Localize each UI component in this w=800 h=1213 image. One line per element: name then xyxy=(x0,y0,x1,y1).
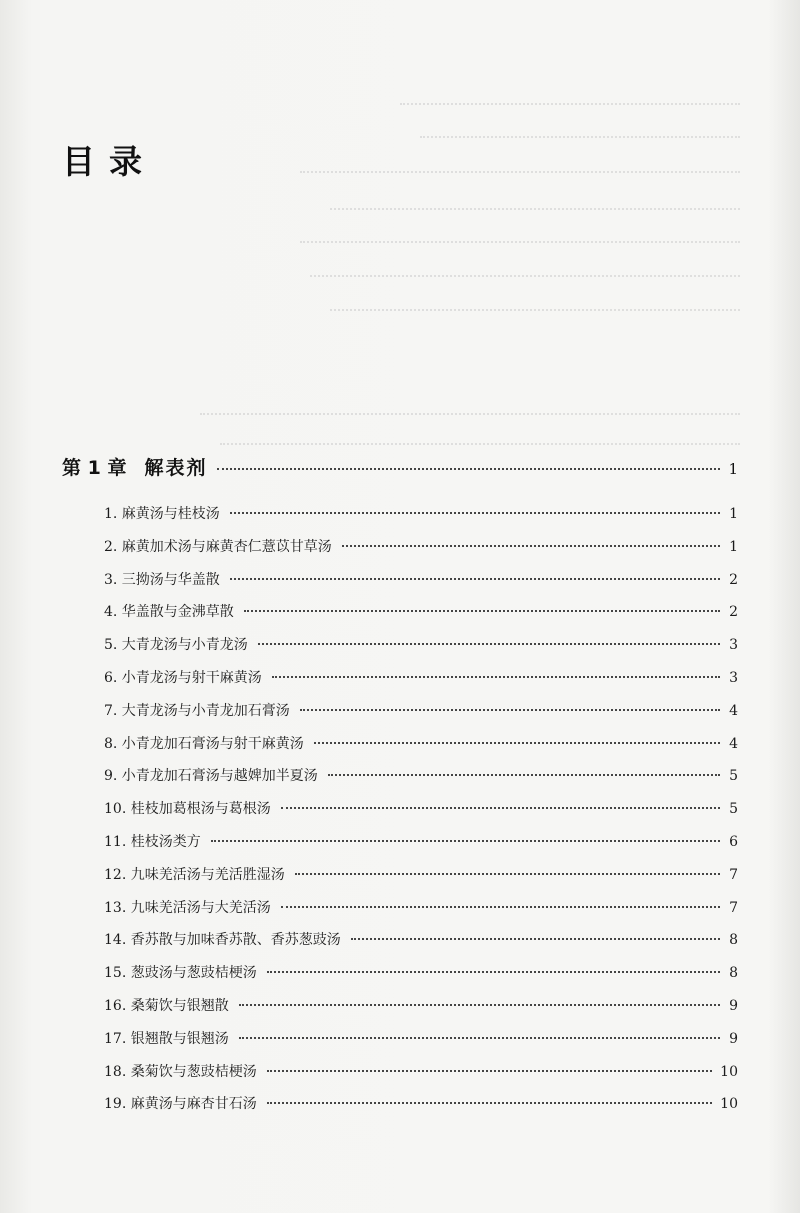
toc-entry-page: 7 xyxy=(729,899,738,916)
dot-leader xyxy=(300,709,720,711)
toc-entry[interactable] xyxy=(104,601,738,634)
toc-entry-title: 11. 桂枝汤类方 xyxy=(104,833,201,850)
chapter-number: 第 1 章 xyxy=(62,457,127,479)
bleed-through-line xyxy=(300,168,740,173)
toc-entry-title: 18. 桑菊饮与葱豉桔梗汤 xyxy=(104,1063,257,1080)
toc-entry-page: 10 xyxy=(720,1096,738,1113)
toc-entry[interactable] xyxy=(104,503,738,536)
toc-entry[interactable] xyxy=(104,1028,738,1061)
bleed-through-line xyxy=(310,272,740,277)
bleed-through-line xyxy=(330,205,740,210)
chapter-page-number: 1 xyxy=(728,460,738,478)
dot-leader xyxy=(217,468,720,470)
dot-leader xyxy=(267,971,720,973)
bleed-through-line xyxy=(300,238,740,243)
toc-entry[interactable] xyxy=(104,765,738,798)
toc-entry-title: 7. 大青龙汤与小青龙加石膏汤 xyxy=(104,702,290,719)
toc-entry[interactable] xyxy=(104,864,738,897)
toc-entry[interactable] xyxy=(104,1093,738,1126)
toc-entry-title: 12. 九味羌活汤与羌活胜湿汤 xyxy=(104,866,285,883)
bleed-through-line xyxy=(200,410,740,415)
toc-entry-title: 19. 麻黄汤与麻杏甘石汤 xyxy=(104,1096,257,1113)
toc-entry-page: 7 xyxy=(729,866,738,883)
toc-entry-title: 16. 桑菊饮与银翘散 xyxy=(104,997,229,1014)
toc-entry-page: 3 xyxy=(729,669,738,686)
dot-leader xyxy=(272,676,720,678)
toc-entry-title: 2. 麻黄加术汤与麻黄杏仁薏苡甘草汤 xyxy=(104,538,332,555)
dot-leader xyxy=(211,840,720,842)
toc-entry[interactable] xyxy=(104,831,738,864)
dot-leader xyxy=(258,643,720,645)
dot-leader xyxy=(328,774,720,776)
dot-leader xyxy=(281,906,720,908)
toc-entry-page: 5 xyxy=(729,768,738,785)
toc-entry-title: 15. 葱豉汤与葱豉桔梗汤 xyxy=(104,965,257,982)
bleed-through-line xyxy=(330,306,740,311)
toc-entry[interactable] xyxy=(104,700,738,733)
dot-leader xyxy=(281,807,720,809)
dot-leader xyxy=(230,512,720,514)
toc-entry-title: 4. 华盖散与金沸草散 xyxy=(104,604,234,621)
page-title: 目录 xyxy=(62,142,156,181)
toc-entry[interactable] xyxy=(104,929,738,962)
dot-leader xyxy=(267,1070,712,1072)
toc-entry-page: 1 xyxy=(729,506,738,522)
dot-leader xyxy=(267,1102,712,1104)
toc-entry[interactable] xyxy=(104,667,738,700)
toc-entry[interactable] xyxy=(104,798,738,831)
dot-leader xyxy=(244,610,720,612)
dot-leader xyxy=(295,873,720,875)
toc-entry-page: 2 xyxy=(729,571,738,588)
toc-entry-page: 9 xyxy=(729,997,738,1014)
dot-leader xyxy=(314,742,720,744)
dot-leader xyxy=(239,1004,720,1006)
dot-leader xyxy=(230,578,720,580)
bleed-through-line xyxy=(420,133,740,138)
toc-entry[interactable] xyxy=(104,569,738,602)
dot-leader xyxy=(342,545,720,547)
toc-entry[interactable] xyxy=(104,897,738,930)
toc-entry-page: 8 xyxy=(729,932,738,949)
toc-entry-title: 10. 桂枝加葛根汤与葛根汤 xyxy=(104,801,271,818)
toc-entry-title: 8. 小青龙加石膏汤与射干麻黄汤 xyxy=(104,735,304,752)
toc-entry-list xyxy=(104,503,738,1126)
toc-entry-page: 4 xyxy=(729,735,738,752)
toc-entry-page: 4 xyxy=(729,702,738,719)
toc-entry-page: 1 xyxy=(729,538,738,555)
toc-entry[interactable] xyxy=(104,733,738,766)
toc-entry[interactable] xyxy=(104,634,738,667)
toc-entry-title: 1. 麻黄汤与桂枝汤 xyxy=(104,506,220,522)
toc-entry-page: 9 xyxy=(729,1030,738,1047)
dot-leader xyxy=(239,1037,720,1039)
bleed-through-line xyxy=(400,100,740,105)
bleed-through-line xyxy=(220,440,740,445)
toc-entry-page: 2 xyxy=(729,604,738,621)
toc-entry-page: 10 xyxy=(720,1063,738,1080)
toc-entry-title: 9. 小青龙加石膏汤与越婢加半夏汤 xyxy=(104,768,318,785)
toc-entry-page: 6 xyxy=(729,833,738,850)
chapter-heading[interactable] xyxy=(62,453,738,483)
toc-entry-title: 17. 银翘散与银翘汤 xyxy=(104,1030,229,1047)
toc-entry[interactable] xyxy=(104,1061,738,1094)
toc-entry[interactable] xyxy=(104,995,738,1028)
toc-entry-title: 3. 三拗汤与华盖散 xyxy=(104,571,220,588)
toc-entry-title: 5. 大青龙汤与小青龙汤 xyxy=(104,637,248,654)
toc-entry-title: 6. 小青龙汤与射干麻黄汤 xyxy=(104,669,262,686)
toc-entry-page: 8 xyxy=(729,965,738,982)
chapter-title: 解表剂 xyxy=(144,457,208,479)
dot-leader xyxy=(351,938,720,940)
toc-entry-page: 3 xyxy=(729,637,738,654)
toc-entry[interactable] xyxy=(104,962,738,995)
toc-entry-title: 14. 香苏散与加味香苏散、香苏葱豉汤 xyxy=(104,932,341,949)
toc-entry-page: 5 xyxy=(729,801,738,818)
toc-entry[interactable] xyxy=(104,536,738,569)
toc-entry-title: 13. 九味羌活汤与大羌活汤 xyxy=(104,899,271,916)
